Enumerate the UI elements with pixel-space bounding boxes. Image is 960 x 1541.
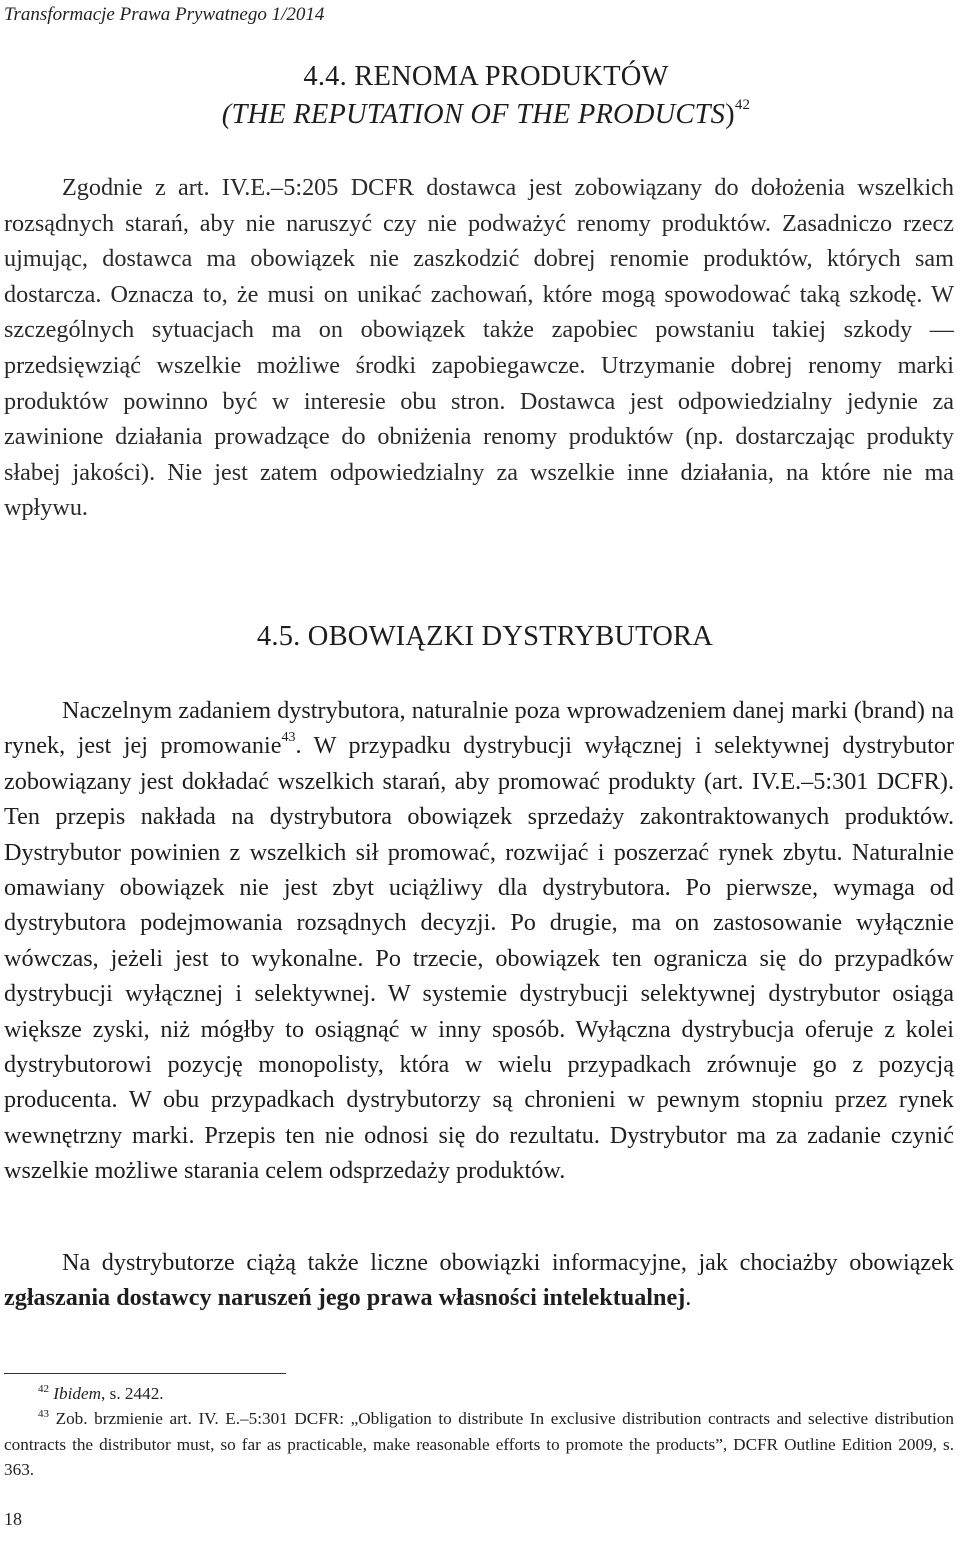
paragraph-distributor-duties [4,693,954,1189]
running-header: Transformacje Prawa Prywatnego 1/2014 [4,4,325,25]
footnote-text: Zob. brzmienie art. IV. E.–5:301 DCFR: „Obligation to distribute In exclusive distribution contracts and selective distribution contracts the distributor must, so far as practicable, make reasonable efforts to promote the products”, DCFR Outline Edition 2009, s. 363. [4,1409,954,1479]
heading-line-2 [12,96,960,134]
heading-line-1: 4.4. RENOMA PRODUKTÓW [303,61,669,92]
bold-phrase: zgłaszania dostawcy naruszeń jego prawa własności intelektualnej [4,1284,686,1312]
paragraph-information-duties [4,1245,954,1316]
paragraph-text-start: Naczelnym zadaniem dystrybutora, naturalnie poza wprowadzeniem danej marki (brand) na rynek, jest jej promowanie [4,697,954,760]
heading-close-paren: ) [725,99,735,130]
paragraph-text-rest: . W przypadku dystrybucji wyłącznej i selektywnej dystrybutor zobowiązany jest dokładać wszelkich starań, aby promować produkty (art. IV.E.–5:301 DCFR). Ten przepis nakłada na dystrybutora obowiązek sprzedaży zakontraktowanych produktów. Dystrybutor powinien z wszelkich sił promować, rozwijać i poszerzać rynek zbytu. Naturalnie omawiany obowiązek nie jest zbyt uciążliwy dla dystrybutora. Po pierwsze, wymaga od dystrybutora podejmowania rozsądnych decyzji. Po drugie, ma on zastosowanie wyłącznie wówczas, jeżeli jest to wykonalne. Po trzecie, obowiązek ten ogranicza się do przypadków dystrybucji wyłącznej i selektywnej. W systemie dystrybucji selektywnej dystrybutor osiąga większe zyski, niż mógłby to osiągnąć w inny sposób. Wyłączna dystrybucja oferuje z kolei dystrybutorowi pozycję monopolisty, która w wielu przypadkach zrównuje go z pozycją producenta. W obu przypadkach dystrybutorzy są chronieni w pewnym stopniu przez rynek wewnętrzny marki. Przepis ten nie odnosi się do rezultatu. Dystrybutor ma za zadanie czynić wszelkie możliwe starania celem odsprzedaży produktów. [4,732,954,1185]
footnote-number: 42 [38,1383,49,1395]
heading-english-title: (THE REPUTATION OF THE PRODUCTS [221,99,726,130]
paragraph-reputation: Zgodnie z art. IV.E.–5:205 DCFR dostawca jest zobowiązany do dołożenia wszelkich rozsądnych starań, aby nie naruszyć czy nie podważyć renomy produktów. Zasadniczo rzecz ujmując, dostawca ma obowiązek nie zaszkodzić dobrej renomie produktów, których sam dostarcza. Oznacza to, że musi on unikać zachowań, które mogą spowodować taką szkodę. W szczególnych sytuacjach ma on obowiązek także zapobiec powstaniu takiej szkody — przedsięwziąć wszelkie możliwe środki zapobiegawcze. Utrzymanie dobrej renomy marki produktów powinno być w interesie obu stron. Dostawca jest odpowiedzialny jedynie za zawinione działania prowadzące do obniżenia renomy produktów (np. dostarczając produkty słabej jakości). Nie jest zatem odpowiedzialny za wszelkie inne działania, na które nie ma wpływu. [4,174,954,522]
footnote-number: 43 [38,1408,49,1420]
footnote-ref-43[interactable]: 43 [281,730,296,746]
footnote-italic: Ibidem [53,1384,102,1403]
footnote-separator [4,1373,286,1374]
paragraph-text-end: . [685,1284,692,1312]
footnote-43 [4,1406,954,1483]
section-heading-distributor-duties: 4.5. OBOWIĄZKI DYSTRYBUTORA [256,621,714,652]
paragraph-text-start: Na dystrybutorze ciążą także liczne obowiązki informacyjne, jak chociażby obowiązek [62,1249,954,1276]
footnote-ref-42[interactable]: 42 [734,97,751,113]
footnote-text: , s. 2442. [101,1384,164,1403]
section-heading-reputation [0,58,960,134]
footnote-42 [4,1381,954,1407]
page-number: 18 [4,1509,22,1529]
